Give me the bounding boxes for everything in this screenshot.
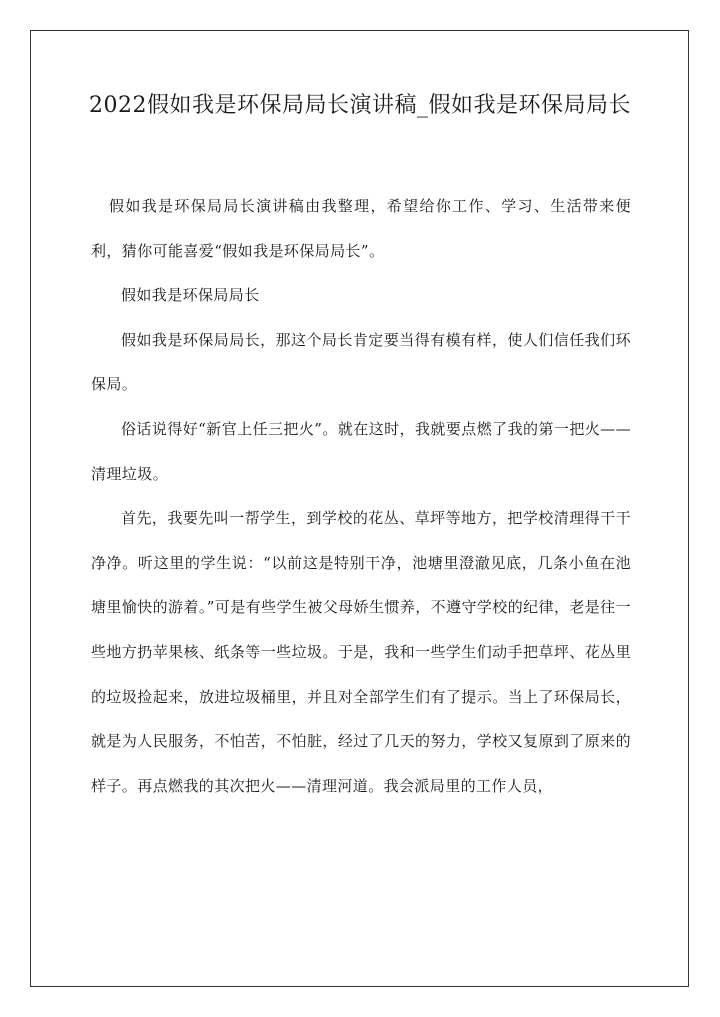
paragraph: 首先，我要先叫一帮学生，到学校的花丛、草坪等地方，把学校清理得干干净净。听这里的学生说：“以前这是特别干净，池塘里澄澈见底，几条小鱼在池塘里愉快的游着。”可是有些学生被父母娇生惯养，不遵守学校的纪律，老是往一些地方扔苹果核、纸条等一些垃圾。于是，我和一些学生们动手把草坪、花丛里的垃圾捡起来，放进垃圾桶里，并且对全部学生们有了提示。当上了环保局长，就是为人民服务，不怕苦，不怕脏，经过了几天的努力，学校又复原到了原来的样子。再点燃我的其次把火——清理河道。我会派局里的工作人员，: [91, 509, 631, 795]
paragraph: 俗话说得好“新官上任三把火”。就在这时，我就要点燃了我的第一把火——清理垃圾。: [91, 419, 631, 483]
document-body: [91, 184, 631, 808]
paragraph: 假如我是环保局局长，那这个局长肯定要当得有模有样，使人们信任我们环保局。: [91, 330, 631, 394]
paragraph-intro: 假如我是环保局局长演讲稿由我整理，希望给你工作、学习、生活带来便利，猜你可能喜爱“假如我是环保局局长”。: [91, 197, 631, 260]
document-title: 2022假如我是环保局局长演讲稿_假如我是环保局局长: [89, 93, 631, 118]
paragraph-subtitle: 假如我是环保局局长: [121, 286, 260, 305]
